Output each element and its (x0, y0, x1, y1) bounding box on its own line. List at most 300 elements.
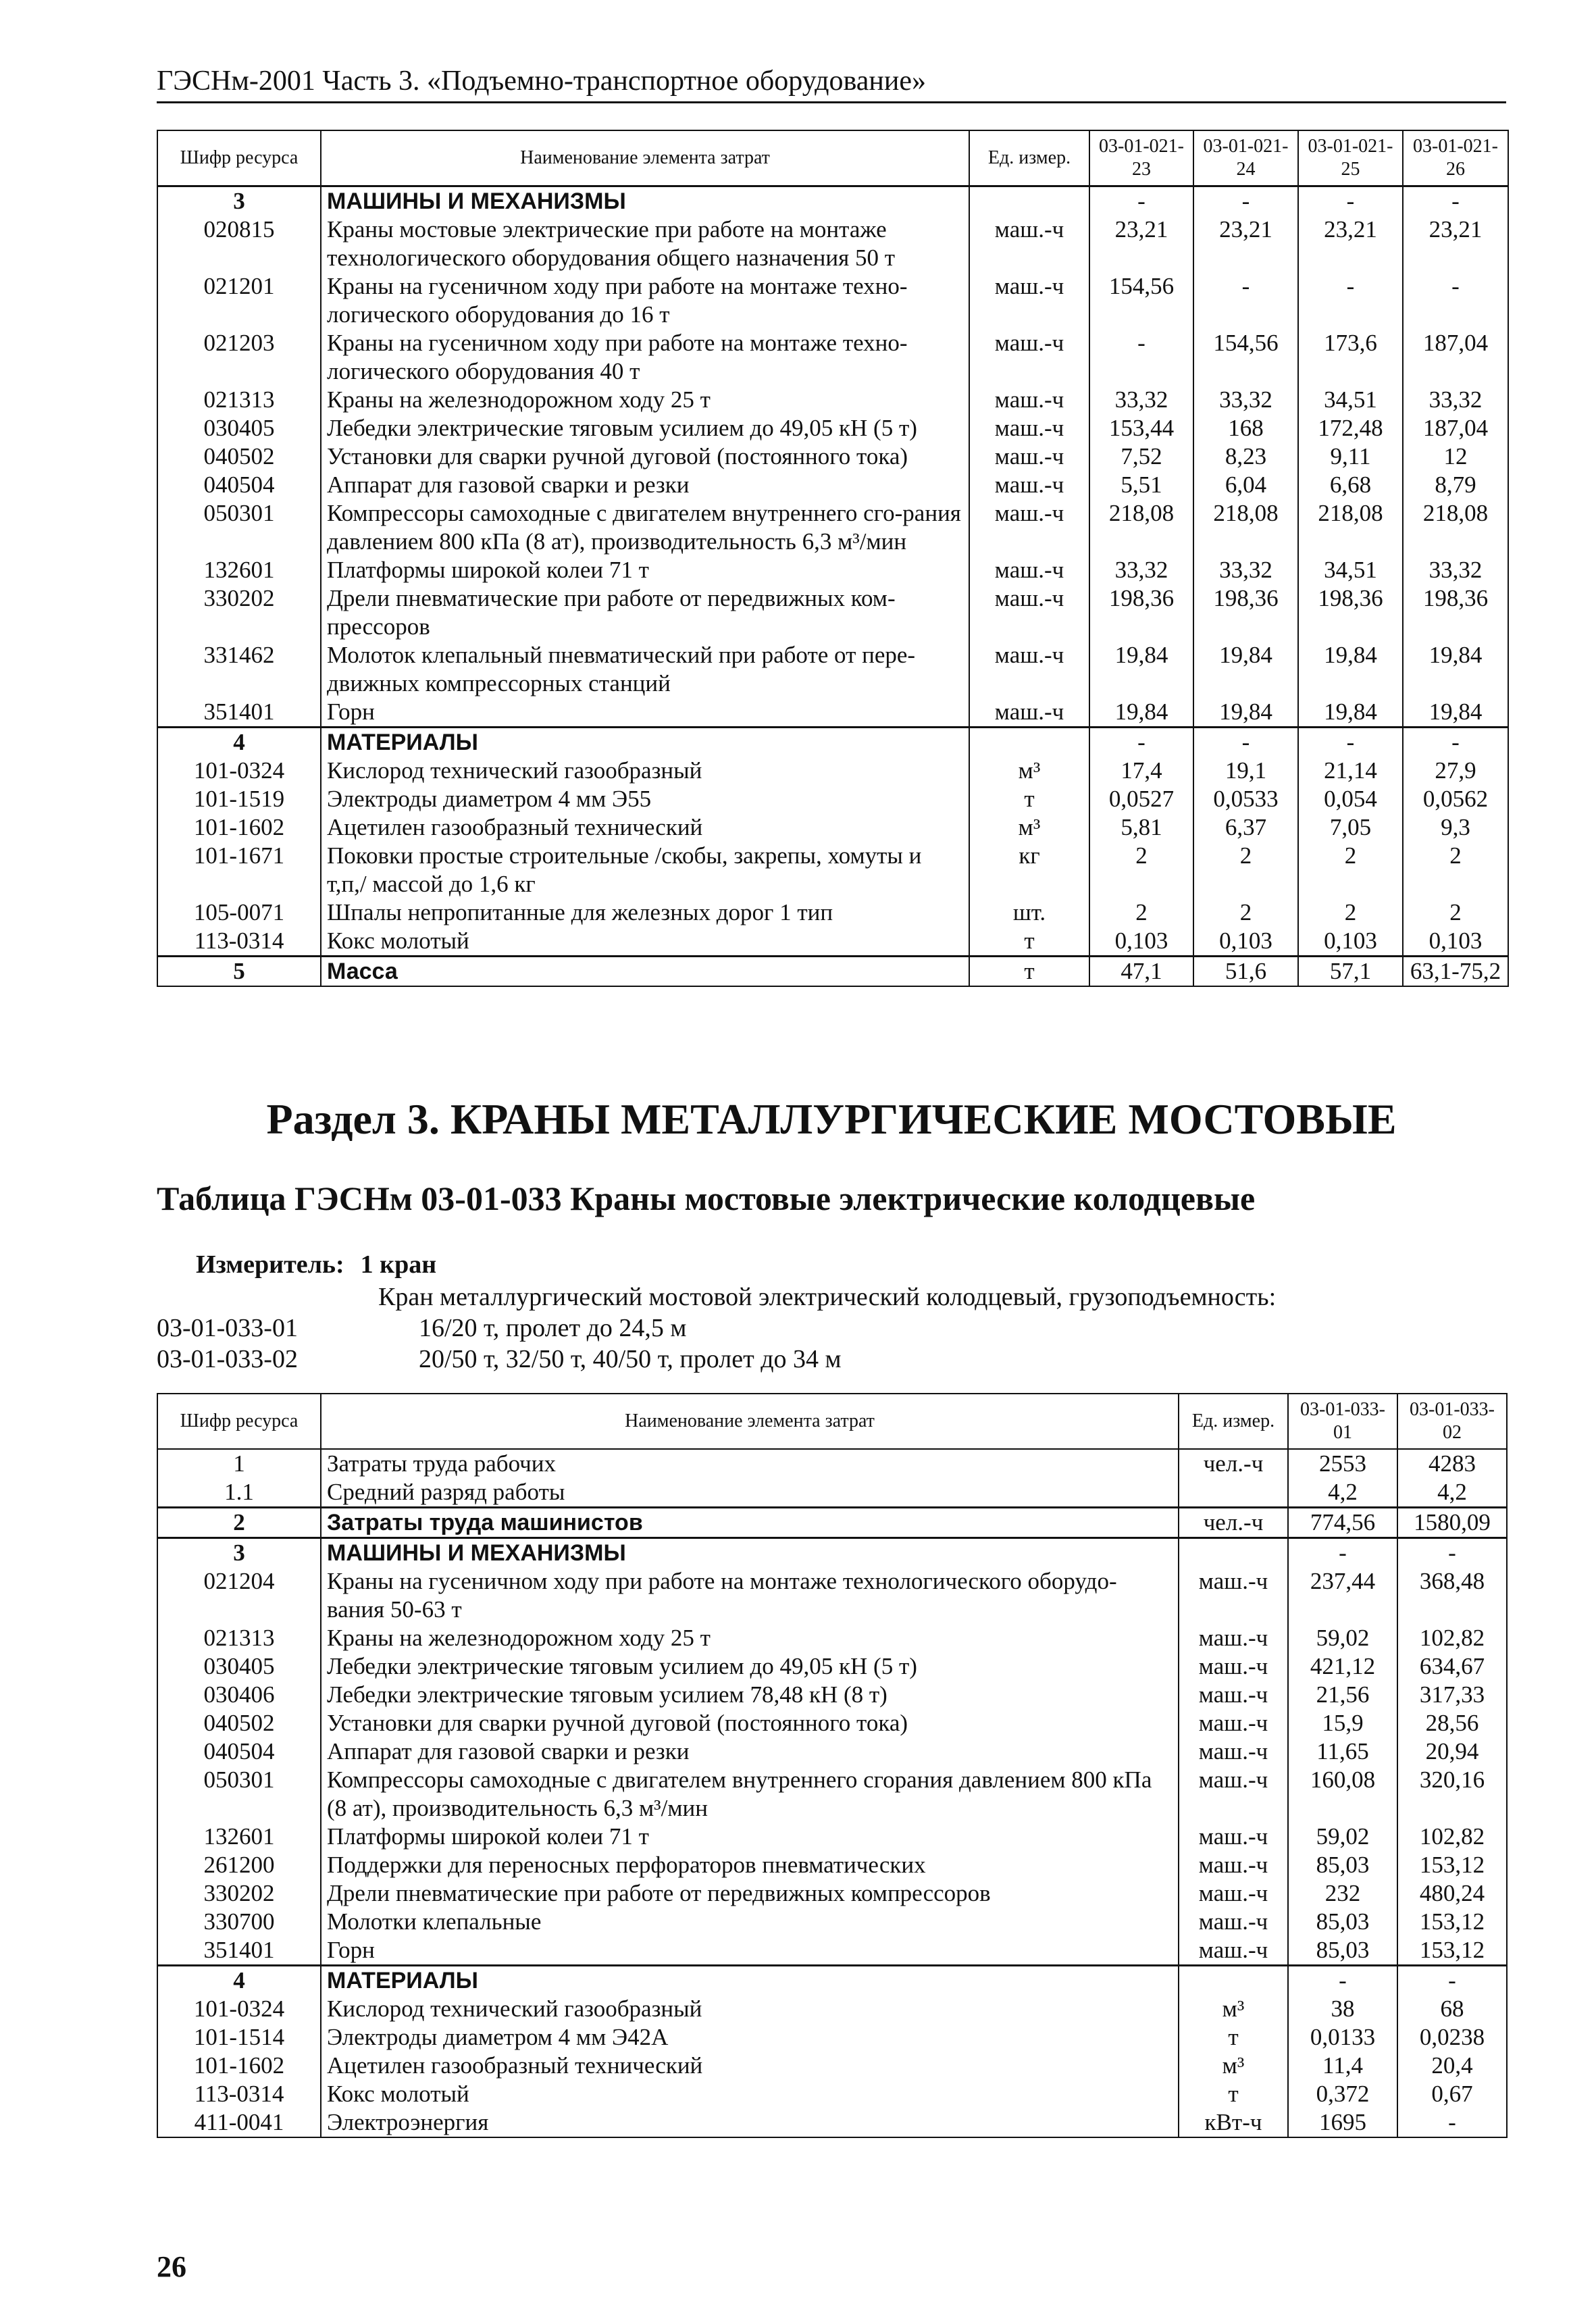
unit-cell: м³ (969, 813, 1089, 842)
value-cell: 12 (1403, 442, 1508, 471)
value-cell: 7,05 (1298, 813, 1403, 842)
resource-code-cell: 3 (157, 186, 321, 216)
table-row (157, 898, 1508, 927)
resource-code-cell: 050301 (157, 499, 321, 556)
value-cell: 33,32 (1403, 386, 1508, 414)
unit-cell: маш.-ч (969, 698, 1089, 728)
value-cell: 0,0527 (1089, 785, 1193, 813)
resource-code-cell: 021313 (157, 386, 321, 414)
resource-name-cell: Лебедки электрические тяговым усилием до 49,05 кН (5 т) (321, 414, 969, 442)
unit-cell: т (969, 927, 1089, 957)
value-cell: 9,11 (1298, 442, 1403, 471)
column-header: 03-01-021-25 (1298, 130, 1403, 186)
resource-name-cell: МАТЕРИАЛЫ (321, 1966, 1179, 1996)
table-row (157, 1709, 1507, 1737)
resource-table-021 (157, 130, 1509, 987)
unit-cell: чел.-ч (1179, 1449, 1288, 1478)
column-header: 03-01-033-01 (1288, 1394, 1397, 1449)
resource-code-cell: 351401 (157, 1936, 321, 1966)
resource-name-cell: Ацетилен газообразный технический (321, 813, 969, 842)
value-cell: 368,48 (1397, 1567, 1507, 1624)
value-cell: 51,6 (1193, 957, 1298, 987)
value-cell: 19,84 (1298, 698, 1403, 728)
resource-code-cell: 021204 (157, 1567, 321, 1624)
resource-name-cell: Платформы широкой колеи 71 т (321, 556, 969, 584)
value-cell: - (1397, 2108, 1507, 2137)
value-cell: 59,02 (1288, 1624, 1397, 1652)
value-cell: 8,23 (1193, 442, 1298, 471)
table-row (157, 1652, 1507, 1681)
value-cell: 320,16 (1397, 1766, 1507, 1823)
value-cell: 153,44 (1089, 414, 1193, 442)
value-cell: 153,12 (1397, 1936, 1507, 1966)
unit-cell: кг (969, 842, 1089, 898)
page-number: 26 (157, 2250, 186, 2283)
running-header: ГЭСНм-2001 Часть 3. «Подъемно-транспортное оборудование» (157, 66, 926, 97)
norm-code: 03-01-033-02 (157, 1345, 298, 1373)
table-row (157, 728, 1508, 757)
table-row (157, 1449, 1507, 1478)
table-row (157, 471, 1508, 499)
value-cell: 33,32 (1089, 556, 1193, 584)
resource-code-cell: 040502 (157, 1709, 321, 1737)
unit-cell: маш.-ч (969, 471, 1089, 499)
resource-code-cell: 330202 (157, 1879, 321, 1908)
resource-code-cell: 101-1519 (157, 785, 321, 813)
value-cell: 198,36 (1193, 584, 1298, 641)
value-cell: - (1298, 186, 1403, 216)
table-row (157, 1681, 1507, 1709)
section-title: Раздел 3. КРАНЫ МЕТАЛЛУРГИЧЕСКИЕ МОСТОВЫЕ (266, 1095, 1397, 1143)
table-row (157, 1478, 1507, 1508)
column-header: 03-01-021-23 (1089, 130, 1193, 186)
value-cell: 2553 (1288, 1449, 1397, 1478)
unit-cell: маш.-ч (1179, 1567, 1288, 1624)
norm-code-line (157, 1344, 842, 1374)
table-row (157, 272, 1508, 329)
value-cell: 2 (1298, 842, 1403, 898)
resource-code-cell: 330202 (157, 584, 321, 641)
resource-code-cell: 5 (157, 957, 321, 987)
value-cell: 168 (1193, 414, 1298, 442)
table-row (157, 1538, 1507, 1568)
resource-name-cell: Краны на гусеничном ходу при работе на монтаже технологического оборудо-вания 50-63 т (321, 1567, 1179, 1624)
value-cell: 19,84 (1089, 698, 1193, 728)
unit-cell: маш.-ч (1179, 1908, 1288, 1936)
value-cell: 102,82 (1397, 1823, 1507, 1851)
unit-cell: маш.-ч (1179, 1879, 1288, 1908)
resource-code-cell: 040502 (157, 442, 321, 471)
value-cell: - (1397, 1966, 1507, 1996)
value-cell: - (1193, 186, 1298, 216)
value-cell: 187,04 (1403, 414, 1508, 442)
unit-cell: маш.-ч (969, 499, 1089, 556)
table-body (157, 186, 1508, 987)
unit-cell: м³ (1179, 2052, 1288, 2080)
unit-cell: т (969, 785, 1089, 813)
unit-cell: маш.-ч (1179, 1851, 1288, 1879)
table-row (157, 1508, 1507, 1538)
table-row (157, 2108, 1507, 2137)
value-cell: 5,81 (1089, 813, 1193, 842)
resource-code-cell: 021203 (157, 329, 321, 386)
resource-code-cell: 2 (157, 1508, 321, 1538)
resource-name-cell: Установки для сварки ручной дуговой (постоянного тока) (321, 442, 969, 471)
resource-name-cell: Кислород технический газообразный (321, 1995, 1179, 2023)
unit-cell: маш.-ч (969, 641, 1089, 698)
unit-cell (969, 728, 1089, 757)
resource-code-cell: 351401 (157, 698, 321, 728)
resource-name-cell: Краны на гусеничном ходу при работе на монтаже техно-логического оборудования до 16 т (321, 272, 969, 329)
table-row (157, 215, 1508, 272)
value-cell: 57,1 (1298, 957, 1403, 987)
table-row (157, 1624, 1507, 1652)
unit-cell: шт. (969, 898, 1089, 927)
table-row (157, 499, 1508, 556)
value-cell: - (1298, 272, 1403, 329)
value-cell: 33,32 (1193, 386, 1298, 414)
resource-code-cell: 113-0314 (157, 2080, 321, 2108)
value-cell: 7,52 (1089, 442, 1193, 471)
value-cell: - (1397, 1538, 1507, 1568)
resource-code-cell: 105-0071 (157, 898, 321, 927)
resource-name-cell: Затраты труда машинистов (321, 1508, 1179, 1538)
value-cell: 34,51 (1298, 556, 1403, 584)
value-cell: 173,6 (1298, 329, 1403, 386)
resource-name-cell: Лебедки электрические тяговым усилием до 49,05 кН (5 т) (321, 1652, 1179, 1681)
table-row (157, 2052, 1507, 2080)
value-cell: 23,21 (1403, 215, 1508, 272)
table-row (157, 1879, 1507, 1908)
resource-name-cell: Краны на железнодорожном ходу 25 т (321, 1624, 1179, 1652)
value-cell: - (1403, 186, 1508, 216)
table-row (157, 329, 1508, 386)
resource-name-cell: Компрессоры самоходные с двигателем внутреннего сгорания давлением 800 кПа (8 ат), производительность 6,3 м³/мин (321, 1766, 1179, 1823)
resource-name-cell: Дрели пневматические при работе от передвижных компрессоров (321, 1879, 1179, 1908)
meter-label: Измеритель: (196, 1250, 344, 1279)
resource-code-cell: 040504 (157, 471, 321, 499)
value-cell: 19,84 (1298, 641, 1403, 698)
value-cell: 218,08 (1089, 499, 1193, 556)
value-cell: 33,32 (1193, 556, 1298, 584)
value-cell: 9,3 (1403, 813, 1508, 842)
meter-value: 1 кран (360, 1250, 437, 1279)
value-cell: 15,9 (1288, 1709, 1397, 1737)
value-cell: 34,51 (1298, 386, 1403, 414)
resource-name-cell: Лебедки электрические тяговым усилием 78,48 кН (8 т) (321, 1681, 1179, 1709)
norm-description: 20/50 т, 32/50 т, 40/50 т, пролет до 34 м (419, 1345, 842, 1373)
table-row (157, 957, 1508, 987)
resource-code-cell: 330700 (157, 1908, 321, 1936)
resource-code-cell: 1.1 (157, 1478, 321, 1508)
resource-name-cell: Электроэнергия (321, 2108, 1179, 2137)
resource-code-cell: 040504 (157, 1737, 321, 1766)
unit-cell: т (1179, 2023, 1288, 2052)
unit-cell: чел.-ч (1179, 1508, 1288, 1538)
value-cell: 38 (1288, 1995, 1397, 2023)
resource-name-cell: Установки для сварки ручной дуговой (постоянного тока) (321, 1709, 1179, 1737)
unit-cell: маш.-ч (1179, 1681, 1288, 1709)
header-rule (157, 101, 1506, 103)
resource-code-cell: 101-1514 (157, 2023, 321, 2052)
table-row (157, 414, 1508, 442)
column-header: Наименование элемента затрат (321, 130, 969, 186)
unit-cell: маш.-ч (969, 584, 1089, 641)
value-cell: 21,56 (1288, 1681, 1397, 1709)
resource-code-cell: 113-0314 (157, 927, 321, 957)
value-cell: 232 (1288, 1879, 1397, 1908)
value-cell: 774,56 (1288, 1508, 1397, 1538)
value-cell: 68 (1397, 1995, 1507, 2023)
value-cell: 85,03 (1288, 1936, 1397, 1966)
table-row (157, 1936, 1507, 1966)
value-cell: 19,84 (1193, 641, 1298, 698)
value-cell: 19,84 (1089, 641, 1193, 698)
value-cell: 85,03 (1288, 1908, 1397, 1936)
table-row (157, 1966, 1507, 1996)
unit-cell: т (1179, 2080, 1288, 2108)
value-cell: 6,68 (1298, 471, 1403, 499)
value-cell: 2 (1193, 898, 1298, 927)
resource-code-cell: 331462 (157, 641, 321, 698)
value-cell: 1580,09 (1397, 1508, 1507, 1538)
value-cell: 19,84 (1403, 641, 1508, 698)
resource-name-cell: Молоток клепальный пневматический при работе от пере-движных компрессорных станций (321, 641, 969, 698)
value-cell: 172,48 (1298, 414, 1403, 442)
resource-name-cell: Молотки клепальные (321, 1908, 1179, 1936)
value-cell: - (1403, 728, 1508, 757)
table-row (157, 186, 1508, 216)
table-row (157, 785, 1508, 813)
column-header: 03-01-021-24 (1193, 130, 1298, 186)
value-cell: 0,054 (1298, 785, 1403, 813)
unit-cell: маш.-ч (1179, 1652, 1288, 1681)
value-cell: 0,0533 (1193, 785, 1298, 813)
value-cell: 1695 (1288, 2108, 1397, 2137)
value-cell: 198,36 (1403, 584, 1508, 641)
table-row (157, 1766, 1507, 1823)
value-cell: 2 (1089, 898, 1193, 927)
resource-code-cell: 132601 (157, 556, 321, 584)
value-cell: 2 (1403, 842, 1508, 898)
table-row (157, 556, 1508, 584)
table-row (157, 641, 1508, 698)
resource-code-cell: 020815 (157, 215, 321, 272)
table-row (157, 1823, 1507, 1851)
meter-line (196, 1250, 436, 1279)
unit-cell: маш.-ч (1179, 1709, 1288, 1737)
value-cell: 19,84 (1403, 698, 1508, 728)
resource-name-cell: Кислород технический газообразный (321, 757, 969, 785)
unit-cell (969, 186, 1089, 216)
value-cell: 4,2 (1288, 1478, 1397, 1508)
value-cell: 23,21 (1193, 215, 1298, 272)
value-cell: 0,0133 (1288, 2023, 1397, 2052)
table-row (157, 1567, 1507, 1624)
value-cell: - (1089, 329, 1193, 386)
value-cell: 198,36 (1089, 584, 1193, 641)
unit-cell: маш.-ч (1179, 1936, 1288, 1966)
value-cell: 218,08 (1403, 499, 1508, 556)
value-cell: 160,08 (1288, 1766, 1397, 1823)
value-cell: 0,0238 (1397, 2023, 1507, 2052)
value-cell: 23,21 (1298, 215, 1403, 272)
table-row (157, 757, 1508, 785)
resource-code-cell: 021313 (157, 1624, 321, 1652)
value-cell: 0,103 (1089, 927, 1193, 957)
value-cell: 154,56 (1193, 329, 1298, 386)
value-cell: 23,21 (1089, 215, 1193, 272)
value-cell: 2 (1193, 842, 1298, 898)
unit-cell: маш.-ч (1179, 1737, 1288, 1766)
table-header-row (157, 130, 1508, 186)
value-cell: 237,44 (1288, 1567, 1397, 1624)
resource-name-cell: МАТЕРИАЛЫ (321, 728, 969, 757)
column-header: Наименование элемента затрат (321, 1394, 1179, 1449)
resource-code-cell: 050301 (157, 1766, 321, 1823)
table-row (157, 2080, 1507, 2108)
value-cell: 33,32 (1089, 386, 1193, 414)
resource-name-cell: МАШИНЫ И МЕХАНИЗМЫ (321, 186, 969, 216)
resource-code-cell: 101-1602 (157, 813, 321, 842)
value-cell: 317,33 (1397, 1681, 1507, 1709)
value-cell: 218,08 (1298, 499, 1403, 556)
table-row (157, 1995, 1507, 2023)
unit-cell: м³ (1179, 1995, 1288, 2023)
norm-code-line (157, 1313, 686, 1343)
value-cell: 33,32 (1403, 556, 1508, 584)
value-cell: 6,04 (1193, 471, 1298, 499)
resource-code-cell: 4 (157, 1966, 321, 1996)
value-cell: 0,0562 (1403, 785, 1508, 813)
value-cell: 153,12 (1397, 1851, 1507, 1879)
value-cell: 187,04 (1403, 329, 1508, 386)
table-row (157, 584, 1508, 641)
value-cell: 63,1-75,2 (1403, 957, 1508, 987)
resource-name-cell: Шпалы непропитанные для железных дорог 1 тип (321, 898, 969, 927)
resource-name-cell: Затраты труда рабочих (321, 1449, 1179, 1478)
value-cell: 8,79 (1403, 471, 1508, 499)
table-body (157, 1449, 1507, 2137)
value-cell: 0,103 (1403, 927, 1508, 957)
crane-description: Кран металлургический мостовой электрический колодцевый, грузоподъемность: (378, 1283, 1277, 1311)
resource-code-cell: 030405 (157, 414, 321, 442)
value-cell: 59,02 (1288, 1823, 1397, 1851)
column-header: Шифр ресурса (157, 130, 321, 186)
resource-name-cell: Компрессоры самоходные с двигателем внутреннего сго-рания давлением 800 кПа (8 ат), производительность 6,3 м³/мин (321, 499, 969, 556)
unit-cell (1179, 1478, 1288, 1508)
resource-name-cell: Масса (321, 957, 969, 987)
resource-code-cell: 030405 (157, 1652, 321, 1681)
value-cell: 0,372 (1288, 2080, 1397, 2108)
unit-cell: маш.-ч (969, 386, 1089, 414)
resource-name-cell: МАШИНЫ И МЕХАНИЗМЫ (321, 1538, 1179, 1568)
resource-name-cell: Краны на железнодорожном ходу 25 т (321, 386, 969, 414)
unit-cell: кВт-ч (1179, 2108, 1288, 2137)
value-cell: 47,1 (1089, 957, 1193, 987)
unit-cell: т (969, 957, 1089, 987)
column-header: Шифр ресурса (157, 1394, 321, 1449)
resource-code-cell: 132601 (157, 1823, 321, 1851)
resource-code-cell: 101-0324 (157, 1995, 321, 2023)
resource-code-cell: 4 (157, 728, 321, 757)
value-cell: 4283 (1397, 1449, 1507, 1478)
resource-name-cell: Средний разряд работы (321, 1478, 1179, 1508)
resource-name-cell: Дрели пневматические при работе от передвижных ком-прессоров (321, 584, 969, 641)
value-cell: 2 (1403, 898, 1508, 927)
value-cell: - (1288, 1966, 1397, 1996)
table-title: Таблица ГЭСНм 03-01-033 Краны мостовые электрические колодцевые (157, 1179, 1256, 1217)
resource-code-cell: 030406 (157, 1681, 321, 1709)
value-cell: 421,12 (1288, 1652, 1397, 1681)
value-cell: 2 (1298, 898, 1403, 927)
value-cell: 19,84 (1193, 698, 1298, 728)
resource-name-cell: Краны мостовые электрические при работе на монтаже технологического оборудования общего назначения 50 т (321, 215, 969, 272)
resource-name-cell: Платформы широкой колеи 71 т (321, 1823, 1179, 1851)
column-header: 03-01-021-26 (1403, 130, 1508, 186)
value-cell: 154,56 (1089, 272, 1193, 329)
unit-cell: маш.-ч (969, 329, 1089, 386)
value-cell: 480,24 (1397, 1879, 1507, 1908)
column-header: 03-01-033-02 (1397, 1394, 1507, 1449)
value-cell: - (1089, 186, 1193, 216)
value-cell: - (1089, 728, 1193, 757)
table-row (157, 1737, 1507, 1766)
table-row (157, 698, 1508, 728)
value-cell: 5,51 (1089, 471, 1193, 499)
value-cell: - (1403, 272, 1508, 329)
unit-cell (1179, 1538, 1288, 1568)
column-header: Ед. измер. (1179, 1394, 1288, 1449)
value-cell: 17,4 (1089, 757, 1193, 785)
resource-name-cell: Поковки простые строительные /скобы, закрепы, хомуты и т,п,/ массой до 1,6 кг (321, 842, 969, 898)
table-row (157, 386, 1508, 414)
value-cell: 4,2 (1397, 1478, 1507, 1508)
value-cell: 0,103 (1193, 927, 1298, 957)
value-cell: 21,14 (1298, 757, 1403, 785)
unit-cell: маш.-ч (1179, 1823, 1288, 1851)
value-cell: 2 (1089, 842, 1193, 898)
resource-code-cell: 021201 (157, 272, 321, 329)
resource-code-cell: 1 (157, 1449, 321, 1478)
value-cell: 218,08 (1193, 499, 1298, 556)
table-row (157, 1851, 1507, 1879)
column-header: Ед. измер. (969, 130, 1089, 186)
resource-name-cell: Горн (321, 698, 969, 728)
resource-code-cell: 3 (157, 1538, 321, 1568)
resource-code-cell: 261200 (157, 1851, 321, 1879)
resource-name-cell: Кокс молотый (321, 2080, 1179, 2108)
value-cell: 27,9 (1403, 757, 1508, 785)
unit-cell: маш.-ч (969, 215, 1089, 272)
resource-name-cell: Краны на гусеничном ходу при работе на монтаже техно-логического оборудования 40 т (321, 329, 969, 386)
value-cell: 20,4 (1397, 2052, 1507, 2080)
table-row (157, 442, 1508, 471)
value-cell: 634,67 (1397, 1652, 1507, 1681)
table-row (157, 1908, 1507, 1936)
table-row (157, 2023, 1507, 2052)
resource-name-cell: Электроды диаметром 4 мм Э42А (321, 2023, 1179, 2052)
unit-cell: маш.-ч (969, 442, 1089, 471)
value-cell: 6,37 (1193, 813, 1298, 842)
value-cell: 28,56 (1397, 1709, 1507, 1737)
value-cell: 0,103 (1298, 927, 1403, 957)
resource-name-cell: Ацетилен газообразный технический (321, 2052, 1179, 2080)
unit-cell: маш.-ч (969, 414, 1089, 442)
unit-cell: маш.-ч (1179, 1624, 1288, 1652)
resource-name-cell: Электроды диаметром 4 мм Э55 (321, 785, 969, 813)
table-header-row (157, 1394, 1507, 1449)
